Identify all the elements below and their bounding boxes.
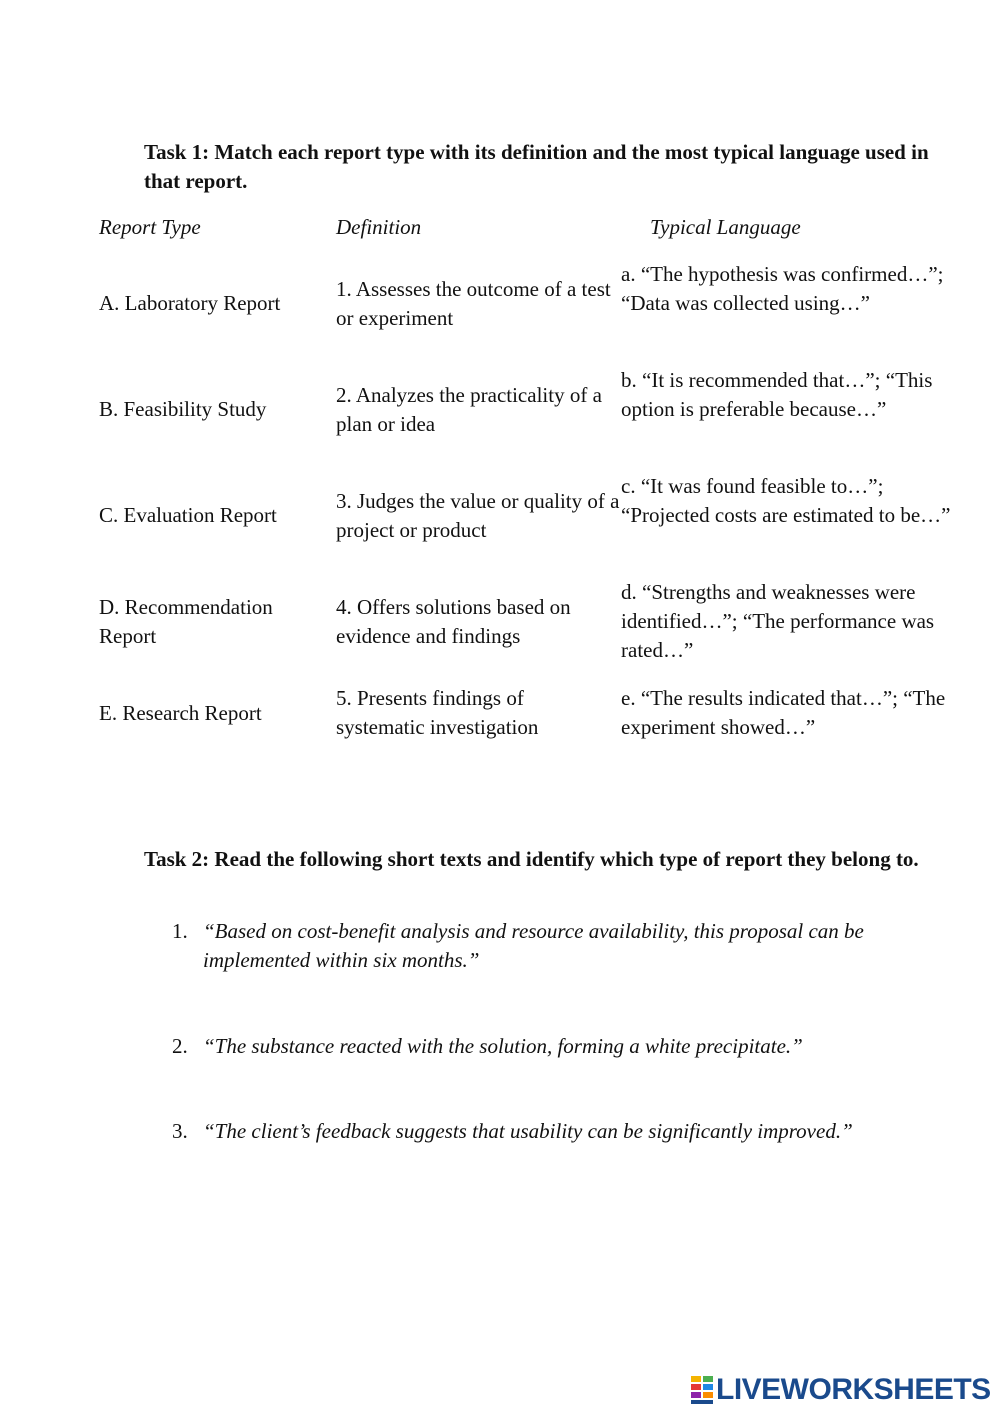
task2-title: Task 2: Read the following short texts and identify which type of report they belong to. <box>144 847 919 871</box>
report-type-b: B. Feasibility Study <box>99 397 267 421</box>
typical-language-b: b. “It is recommended that…”; “This option is preferable because…” <box>621 368 933 421</box>
task2-item-text: “The client’s feedback suggests that usability can be significantly improved.” <box>203 1119 853 1143</box>
report-type-d: D. Recommendation Report <box>99 595 273 648</box>
report-type-a: A. Laboratory Report <box>99 291 281 315</box>
typical-language-a: a. “The hypothesis was confirmed…”; “Data was collected using…” <box>621 262 944 315</box>
column-header-typical-language: Typical Language <box>650 215 801 239</box>
task2-item-text: “The substance reacted with the solution, forming a white precipitate.” <box>203 1034 803 1058</box>
typical-language-c: c. “It was found feasible to…”; “Projected costs are estimated to be…” <box>621 474 951 527</box>
definition-5: 5. Presents findings of systematic investigation <box>336 686 539 739</box>
liveworksheets-logo[interactable] <box>691 1373 991 1407</box>
task2-item-1 <box>172 917 932 975</box>
report-type-e: E. Research Report <box>99 701 262 725</box>
definition-4: 4. Offers solutions based on evidence and findings <box>336 595 571 648</box>
report-type-c: C. Evaluation Report <box>99 503 277 527</box>
definition-2: 2. Analyzes the practicality of a plan or idea <box>336 383 602 436</box>
typical-language-e: e. “The results indicated that…”; “The experiment showed…” <box>621 686 946 739</box>
liveworksheets-logo-text: LIVEWORKSHEETS <box>716 1373 991 1406</box>
task2-item-3 <box>172 1117 932 1146</box>
liveworksheets-logo-icon <box>691 1376 713 1404</box>
task2-item-number: 3. <box>172 1119 188 1143</box>
definition-1: 1. Assesses the outcome of a test or experiment <box>336 277 611 330</box>
task2-item-number: 2. <box>172 1034 188 1058</box>
task2-item-number: 1. <box>172 919 188 943</box>
task1-title: Task 1: Match each report type with its definition and the most typical language used in that report. <box>144 140 929 193</box>
column-header-definition: Definition <box>336 215 422 239</box>
definition-3: 3. Judges the value or quality of a project or product <box>336 489 620 542</box>
typical-language-d: d. “Strengths and weaknesses were identified…”; “The performance was rated…” <box>621 580 935 662</box>
column-header-report-type: Report Type <box>99 215 201 239</box>
task2-item-text: “Based on cost-benefit analysis and resource availability, this proposal can be implemented within six months.” <box>203 919 864 972</box>
task2-item-2 <box>172 1032 932 1061</box>
